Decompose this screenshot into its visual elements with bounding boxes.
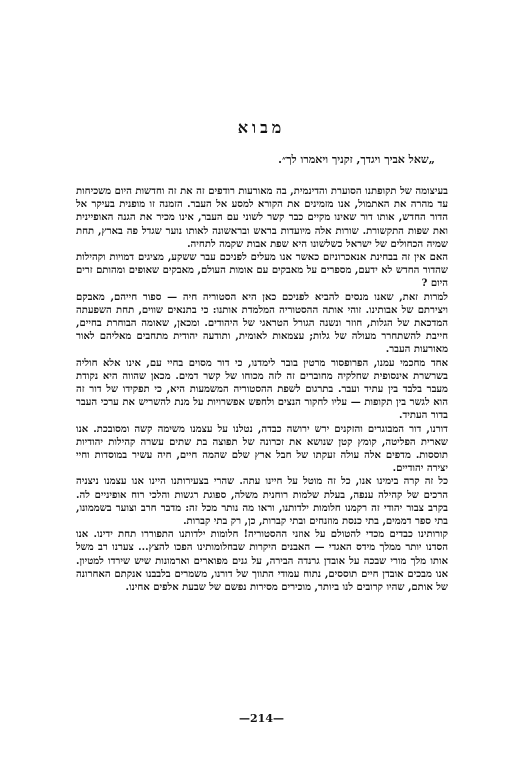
body-text (76, 185, 448, 594)
epigraph-quote: „שאל אביך ויגדך, זקניך ויאמרו לך״. (278, 153, 435, 166)
paragraph: דורנו, דור המבוגרים והזקנים ירש ירושה כבדה, נטלנו על עצמנו משימה קשה ומסובכת. אנו שארית הפליטה, קומץ קטן שנושא את זכרונה של תפוצה בת שתים עשרה קהילות יהודיות תוססות. מדפים אלה עולה זעקתו של חבל ארץ שלם שהמה חיים, חיה עשיר במוסדות וחיי יצירה יהודיים. (76, 423, 448, 475)
page-number: —214— (239, 712, 284, 725)
paragraph: בעיצומה של תקופתנו הסוערת והדינמית, בה מאורעות רודפים זה את זה וחדשות היום משכיחות עד מהרה את האתמול, אנו מזמינים את הקורא למסע אל העבר. הזמנה זו מופנית בעיקר אל הדור החדש, אותו דור שאינו מקיים כבר קשר לשוני עם העבר, אינו מכיר את הגנה האופיינית ואת שפות התקשורת. שורות אלה מיועדות בראש ובראשונה לאותו נוער שגדל פה בארץ, תחת שמיה הכחולים של ישראל כשלשונו היא שפת אבות שקמה לתחיה. (76, 186, 448, 250)
page-title: מבוא (237, 118, 286, 137)
paragraph: קורותינו כבדים מכדי להטולם על אוזני ההסטוריה! חלומות ילדותנו התפוררו תחת ידינו. אנו הסדנו יותר ממלך מידס האגדי — האבנים היקרות שבחלומותינו הפכו להצץ... צערנו רב משל אותו מלך מורי שבכה על אובדן גרנדה הבירה, על גנים מפוארים וארמונות שיש שירדו למטיון. אנו מבכים אובדן חיים תוססים, נתוח עמודי התווך של דורנו, משמרים בלבבנו אנקתם האחרונה של אותם, שהיו קרובים לנו ביותר, מוכירים מסירות נפשם של שבעת אלפים אחינו. (76, 529, 448, 594)
paragraph: כל זה קרה בימינו אנו, כל זה מוטל על חיינו עתה. שהרי בצעירותנו היינו אנו עצמנו ניצניה הרכים של קהילה ענפה, בעלת שלמות רוחנית משלה, ספוגת רגשות והלכי רוח אופיניים לה. בקרב צבור יהודי זה רקמנו חלומות ילדותנו, וראו מה נותר מכל זה: מדבר חרב וצוער בשממונו, בתי ספר דממים, בתי כנסת מוזנחים ובתי קברות, כן, רק בתי קברות. (76, 476, 448, 528)
paragraph: אחד מחכמי עמנו, הפרופסור מרטין בובר לימדנו, כי דור מסוים בחיי עם, אינו אלא חוליה בשרשרת אינסופית שחלקיה מחוברים זה לזה מכוחו של קשר דמים. מכאן שהווה היא נקודת מעבר בלבד בין עתיד ועבר. בתרגום לשפת ההסטוריה המשמעות היא, כי תפקידו של דור זה הוא לגשר בין תקופות — עליו לחקור הנצים ולחפש אפשרויות על מנת להשריש את ערכי העבר בדור העתיד. (76, 357, 448, 422)
paragraph: האם אין זה בבחינת אנאכרוניזם כאשר אנו מעלים לפניכם עבר ששקע, מציגים דמויות וקהילות שהדור החדש לא ידעם, מספרים על מאבקים עם אומות העולם, מאבקים שאופים ומהותם זרים היום ? (76, 252, 448, 290)
paragraph: למרות זאת, שאנו מנסים להביא לפניכם כאן היא הסטוריה חיה — ספור חייהם, מאבקם ויצירתם של אבותינו. זוהי אותה ההסטוריה המלמדת אותנו: כי בתנאים שווים, תחת השפעתה המדכאת של הגלות, חוזר ונשנה הגורל הטראגי של היהודים. ומכאן, שאומה הבוחרת בחיים, חייבת להשתחרר מעולה של גלות; עצמאות לאומית, ותודעה יהודית מתחבים מאליהם לאור מאורעות העבר. (76, 291, 448, 356)
